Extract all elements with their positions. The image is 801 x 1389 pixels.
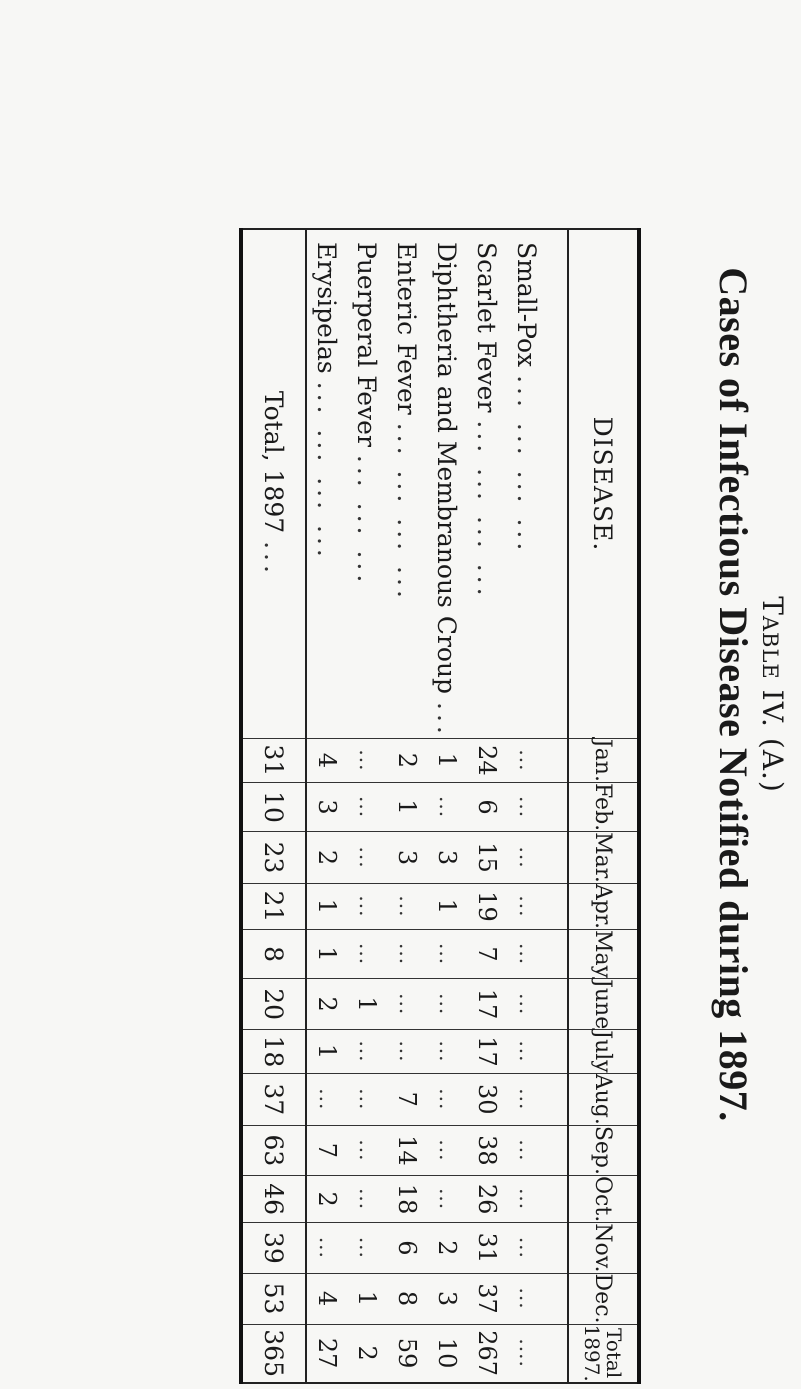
value-cell: 2 [387, 738, 427, 782]
value-cell: ... [507, 832, 568, 884]
value-cell: 30 [467, 1073, 507, 1125]
month-total-cell: 39 [241, 1223, 306, 1273]
month-header: June [568, 979, 639, 1030]
dot-leader: ... [432, 702, 462, 738]
dot-leader: ... ... ... [352, 454, 382, 587]
value-cell: 24 [467, 738, 507, 782]
row-total-cell: .... [507, 1324, 568, 1383]
value-cell: 17 [467, 1030, 507, 1073]
value-cell: 7 [467, 929, 507, 978]
value-cell: 1 [427, 883, 467, 929]
value-cell: 8 [387, 1273, 427, 1324]
disease-table [239, 228, 641, 1384]
table-caption: TABLE IV. (A.) [756, 596, 789, 793]
value-cell: ... [427, 1030, 467, 1073]
value-cell: ... [507, 929, 568, 978]
value-cell: 4 [306, 1273, 347, 1324]
value-cell: 3 [427, 832, 467, 884]
value-cell: ... [347, 1073, 387, 1125]
disease-column-header: DISEASE. [568, 229, 639, 738]
value-cell: ... [387, 883, 427, 929]
row-total-cell: 59 [387, 1324, 427, 1383]
disease-name-cell: Diphtheria and Membranous Croup ... [427, 229, 467, 738]
value-cell: 6 [387, 1223, 427, 1273]
value-cell: ... [507, 1073, 568, 1125]
value-cell: ... [387, 979, 427, 1030]
value-cell: 1 [387, 782, 427, 831]
table-row [347, 229, 387, 1383]
dot-leader: ... ... ... ... [512, 375, 542, 555]
dot-leader: ... ... ... ... [392, 422, 422, 602]
value-cell: 17 [467, 979, 507, 1030]
value-cell: ... [347, 1030, 387, 1073]
disease-name-cell: Puerperal Fever ... ... ... [347, 229, 387, 738]
row-total-cell: 27 [306, 1324, 347, 1383]
table-row [387, 229, 427, 1383]
value-cell: ... [507, 738, 568, 782]
value-cell: 1 [347, 979, 387, 1030]
value-cell: ... [507, 1125, 568, 1175]
value-cell: ... [427, 782, 467, 831]
month-header: Nov. [568, 1223, 639, 1273]
month-header: Sep. [568, 1125, 639, 1175]
value-cell: 3 [387, 832, 427, 884]
value-cell: ... [347, 832, 387, 884]
value-cell: ... [347, 1176, 387, 1223]
table-row [467, 229, 507, 1383]
month-total-cell: 31 [241, 738, 306, 782]
month-header: May [568, 929, 639, 978]
value-cell: ... [387, 929, 427, 978]
value-cell: ... [507, 1223, 568, 1273]
month-header: Mar. [568, 832, 639, 884]
value-cell: 3 [306, 782, 347, 831]
value-cell: 1 [427, 738, 467, 782]
month-header: Jan. [568, 738, 639, 782]
month-total-cell: 53 [241, 1273, 306, 1324]
disease-name-cell: Scarlet Fever ... ... ... ... [467, 229, 507, 738]
value-cell: ... [427, 1125, 467, 1175]
row-total-cell: 10 [427, 1324, 467, 1383]
value-cell: ... [507, 782, 568, 831]
month-header: July [568, 1030, 639, 1073]
month-total-cell: 10 [241, 782, 306, 831]
value-cell: ... [347, 1223, 387, 1273]
table-row [306, 229, 347, 1383]
month-header: Feb. [568, 782, 639, 831]
value-cell: ... [306, 1223, 347, 1273]
value-cell: ... [507, 1273, 568, 1324]
month-total-cell: 46 [241, 1176, 306, 1223]
grand-total-cell: 365 [241, 1324, 306, 1383]
value-cell: ... [347, 929, 387, 978]
table-body [306, 229, 568, 1383]
total-column-header: Total 1897. [568, 1324, 639, 1383]
row-total-cell: 2 [347, 1324, 387, 1383]
dot-leader: ... [259, 541, 289, 577]
value-cell: 37 [467, 1273, 507, 1324]
month-total-cell: 23 [241, 832, 306, 884]
value-cell: 26 [467, 1176, 507, 1223]
value-cell: ... [347, 782, 387, 831]
value-cell: 2 [306, 979, 347, 1030]
value-cell: 2 [427, 1223, 467, 1273]
month-total-cell: 20 [241, 979, 306, 1030]
value-cell: ... [306, 1073, 347, 1125]
disease-name-cell: Small-Pox ... ... ... ... [507, 229, 568, 738]
value-cell: 1 [347, 1273, 387, 1324]
month-header: Dec. [568, 1273, 639, 1324]
value-cell: ... [507, 883, 568, 929]
value-cell: 15 [467, 832, 507, 884]
month-total-cell: 21 [241, 883, 306, 929]
total-row [241, 229, 306, 1383]
value-cell: ... [427, 1073, 467, 1125]
value-cell: ... [427, 929, 467, 978]
table-row [507, 229, 568, 1383]
month-header: Aug. [568, 1073, 639, 1125]
value-cell: 18 [387, 1176, 427, 1223]
month-header: Apr. [568, 883, 639, 929]
value-cell: 19 [467, 883, 507, 929]
month-header: Oct. [568, 1176, 639, 1223]
value-cell: 1 [306, 1030, 347, 1073]
value-cell: ... [427, 1176, 467, 1223]
value-cell: ... [387, 1030, 427, 1073]
dot-leader: ... ... ... ... [472, 420, 502, 600]
value-cell: 31 [467, 1223, 507, 1273]
value-cell: 1 [306, 929, 347, 978]
value-cell: ... [347, 883, 387, 929]
value-cell: 7 [387, 1073, 427, 1125]
month-total-cell: 8 [241, 929, 306, 978]
total-row-label: Total, 1897 ... [241, 229, 306, 738]
table-row [427, 229, 467, 1383]
dot-leader: ... ... ... ... [312, 381, 342, 561]
month-total-cell: 37 [241, 1073, 306, 1125]
value-cell: 4 [306, 738, 347, 782]
value-cell: 14 [387, 1125, 427, 1175]
value-cell: 3 [427, 1273, 467, 1324]
value-cell: 7 [306, 1125, 347, 1175]
value-cell: ... [347, 1125, 387, 1175]
value-cell: ... [507, 979, 568, 1030]
value-cell: 6 [467, 782, 507, 831]
value-cell: ... [347, 738, 387, 782]
month-total-cell: 63 [241, 1125, 306, 1175]
disease-name-cell: Enteric Fever ... ... ... ... [387, 229, 427, 738]
row-total-cell: 267 [467, 1324, 507, 1383]
disease-name-cell: Erysipelas ... ... ... ... [306, 229, 347, 738]
header-row [568, 229, 639, 1383]
value-cell: 2 [306, 832, 347, 884]
value-cell: 2 [306, 1176, 347, 1223]
value-cell: ... [507, 1176, 568, 1223]
value-cell: 1 [306, 883, 347, 929]
page-title: Cases of Infectious Disease Notified during 1897. [711, 267, 756, 1122]
value-cell: ... [507, 1030, 568, 1073]
value-cell: ... [427, 979, 467, 1030]
value-cell: 38 [467, 1125, 507, 1175]
month-total-cell: 18 [241, 1030, 306, 1073]
